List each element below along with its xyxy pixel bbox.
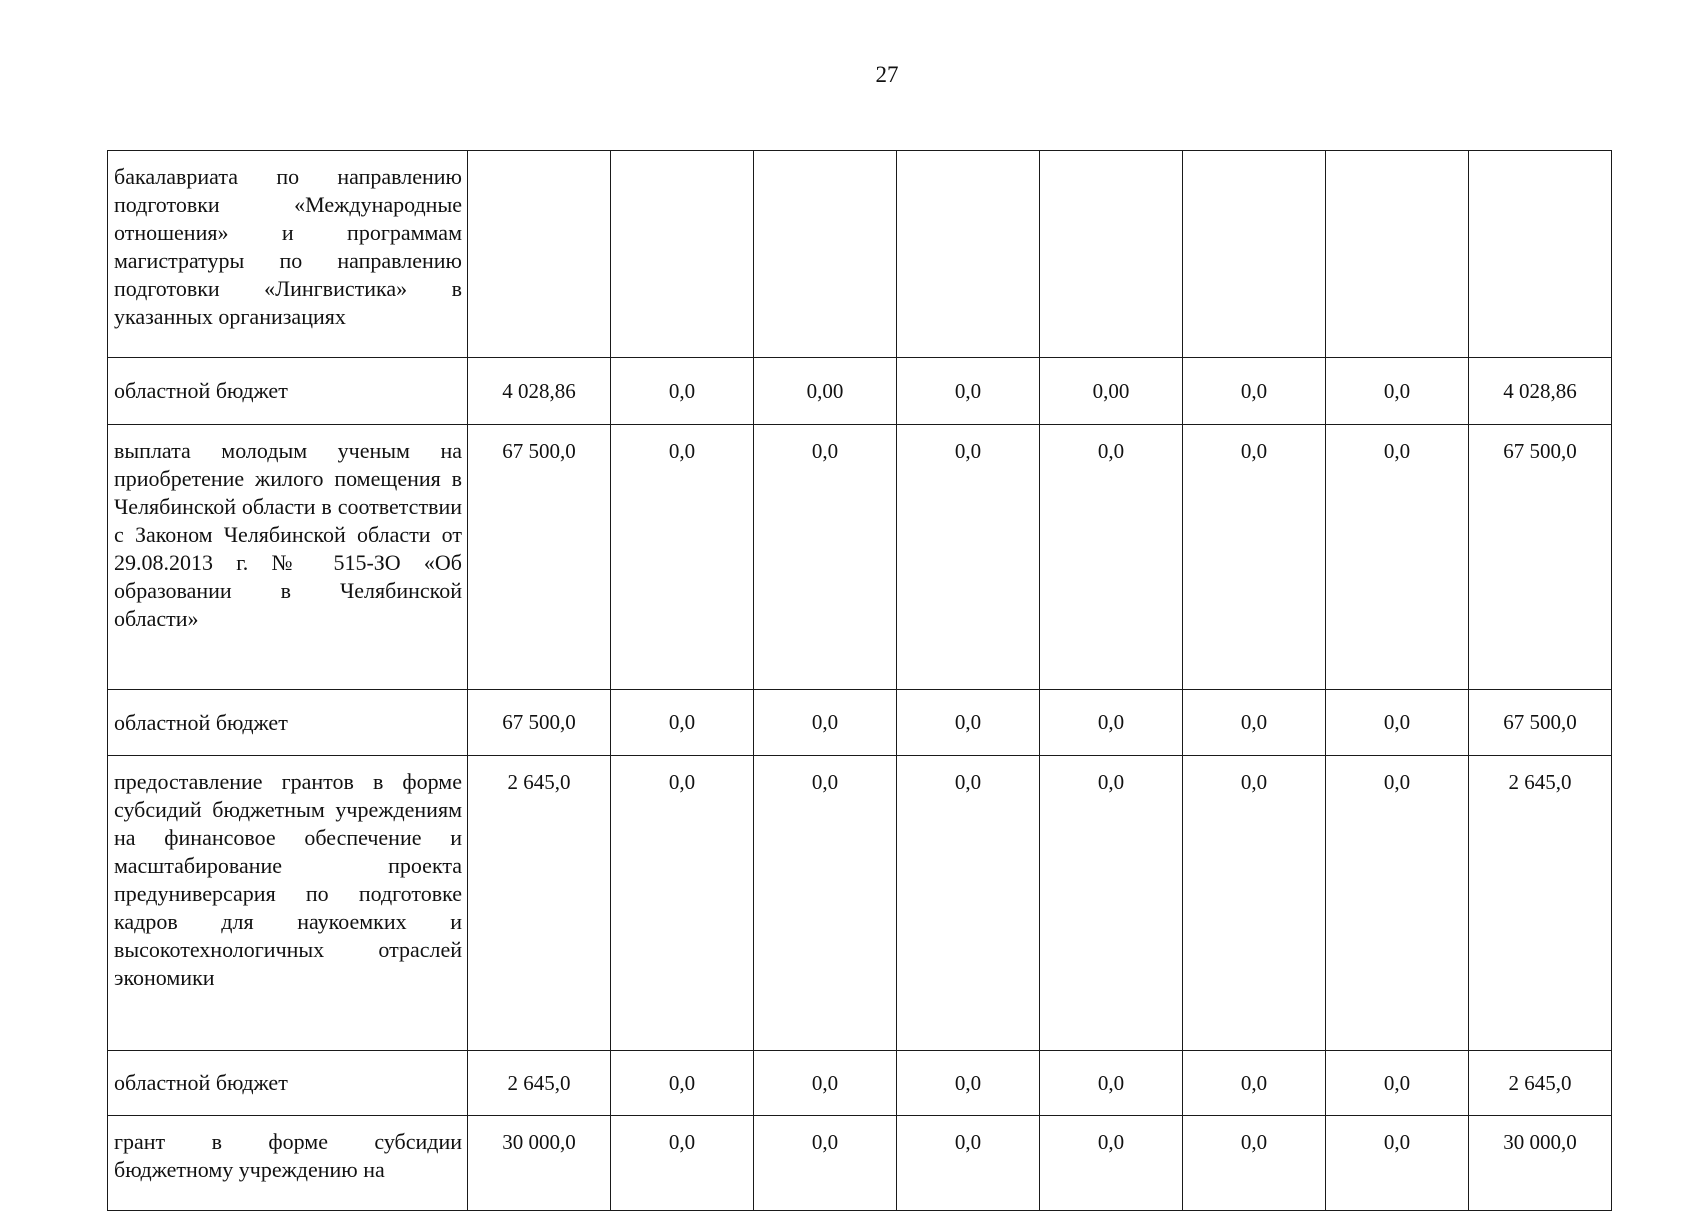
value-cell: 0,0	[611, 756, 754, 1051]
row-description: выплата молодым ученым на приобретение жилого помещения в Челябинской области в соответствии с Законом Челябинской области от 29.08.2013 г. № 515-ЗО «Об образовании в Челябинской области»	[108, 425, 468, 690]
value-cell	[1183, 151, 1326, 358]
table-row	[108, 151, 1612, 358]
value-cell: 0,0	[1183, 358, 1326, 425]
value-cell: 0,0	[897, 756, 1040, 1051]
value-cell: 0,0	[1326, 1116, 1469, 1211]
value-cell: 0,0	[1040, 1116, 1183, 1211]
value-cell: 0,0	[897, 690, 1040, 756]
value-cell: 0,0	[1040, 756, 1183, 1051]
value-cell: 0,0	[754, 1051, 897, 1116]
row-description: областной бюджет	[108, 1051, 468, 1116]
value-cell: 2 645,0	[468, 756, 611, 1051]
value-cell: 0,0	[754, 425, 897, 690]
value-cell	[897, 151, 1040, 358]
value-cell: 0,0	[754, 1116, 897, 1211]
value-cell: 0,0	[1326, 690, 1469, 756]
value-cell: 0,0	[611, 1116, 754, 1211]
table-row	[108, 1051, 1612, 1116]
value-cell: 0,0	[1326, 756, 1469, 1051]
value-cell	[1469, 151, 1612, 358]
page-number: 27	[875, 62, 899, 87]
table-row	[108, 1116, 1612, 1211]
value-cell	[754, 151, 897, 358]
value-cell: 0,0	[611, 1051, 754, 1116]
value-cell	[1040, 151, 1183, 358]
value-cell: 0,00	[754, 358, 897, 425]
value-cell: 0,0	[897, 1116, 1040, 1211]
value-cell: 0,0	[1040, 1051, 1183, 1116]
value-cell: 0,0	[1183, 756, 1326, 1051]
value-cell: 67 500,0	[1469, 425, 1612, 690]
row-description: предоставление грантов в форме субсидий бюджетным учреждениям на финансовое обеспечение и масштабирование проекта предуниверсария по подготовке кадров для наукоемких и высокотехнологичных отраслей экономики	[108, 756, 468, 1051]
value-cell: 30 000,0	[468, 1116, 611, 1211]
value-cell: 0,0	[1040, 690, 1183, 756]
table-row	[108, 690, 1612, 756]
value-cell: 2 645,0	[468, 1051, 611, 1116]
value-cell: 0,0	[611, 425, 754, 690]
value-cell: 0,0	[1326, 425, 1469, 690]
value-cell: 0,0	[1183, 690, 1326, 756]
value-cell: 0,0	[897, 1051, 1040, 1116]
value-cell: 30 000,0	[1469, 1116, 1612, 1211]
value-cell: 0,0	[1040, 425, 1183, 690]
budget-table	[107, 150, 1612, 1211]
value-cell: 0,0	[611, 358, 754, 425]
value-cell	[1326, 151, 1469, 358]
value-cell: 0,0	[1326, 1051, 1469, 1116]
value-cell: 0,0	[1183, 425, 1326, 690]
table-row	[108, 358, 1612, 425]
value-cell: 67 500,0	[468, 690, 611, 756]
table-row	[108, 425, 1612, 690]
table-row	[108, 756, 1612, 1051]
value-cell: 2 645,0	[1469, 1051, 1612, 1116]
row-description: областной бюджет	[108, 358, 468, 425]
value-cell	[611, 151, 754, 358]
value-cell: 0,0	[897, 425, 1040, 690]
value-cell: 0,0	[1326, 358, 1469, 425]
value-cell	[468, 151, 611, 358]
value-cell: 0,0	[754, 756, 897, 1051]
value-cell: 4 028,86	[1469, 358, 1612, 425]
row-description: бакалавриата по направлению подготовки «Международные отношения» и программам магистратуры по направлению подготовки «Лингвистика» в указанных организациях	[108, 151, 468, 358]
value-cell: 67 500,0	[468, 425, 611, 690]
value-cell: 0,00	[1040, 358, 1183, 425]
value-cell: 0,0	[897, 358, 1040, 425]
value-cell: 0,0	[611, 690, 754, 756]
row-description: областной бюджет	[108, 690, 468, 756]
value-cell: 0,0	[754, 690, 897, 756]
value-cell: 4 028,86	[468, 358, 611, 425]
value-cell: 0,0	[1183, 1051, 1326, 1116]
value-cell: 67 500,0	[1469, 690, 1612, 756]
row-description: грант в форме субсидии бюджетному учреждению на	[108, 1116, 468, 1211]
value-cell: 0,0	[1183, 1116, 1326, 1211]
value-cell: 2 645,0	[1469, 756, 1612, 1051]
